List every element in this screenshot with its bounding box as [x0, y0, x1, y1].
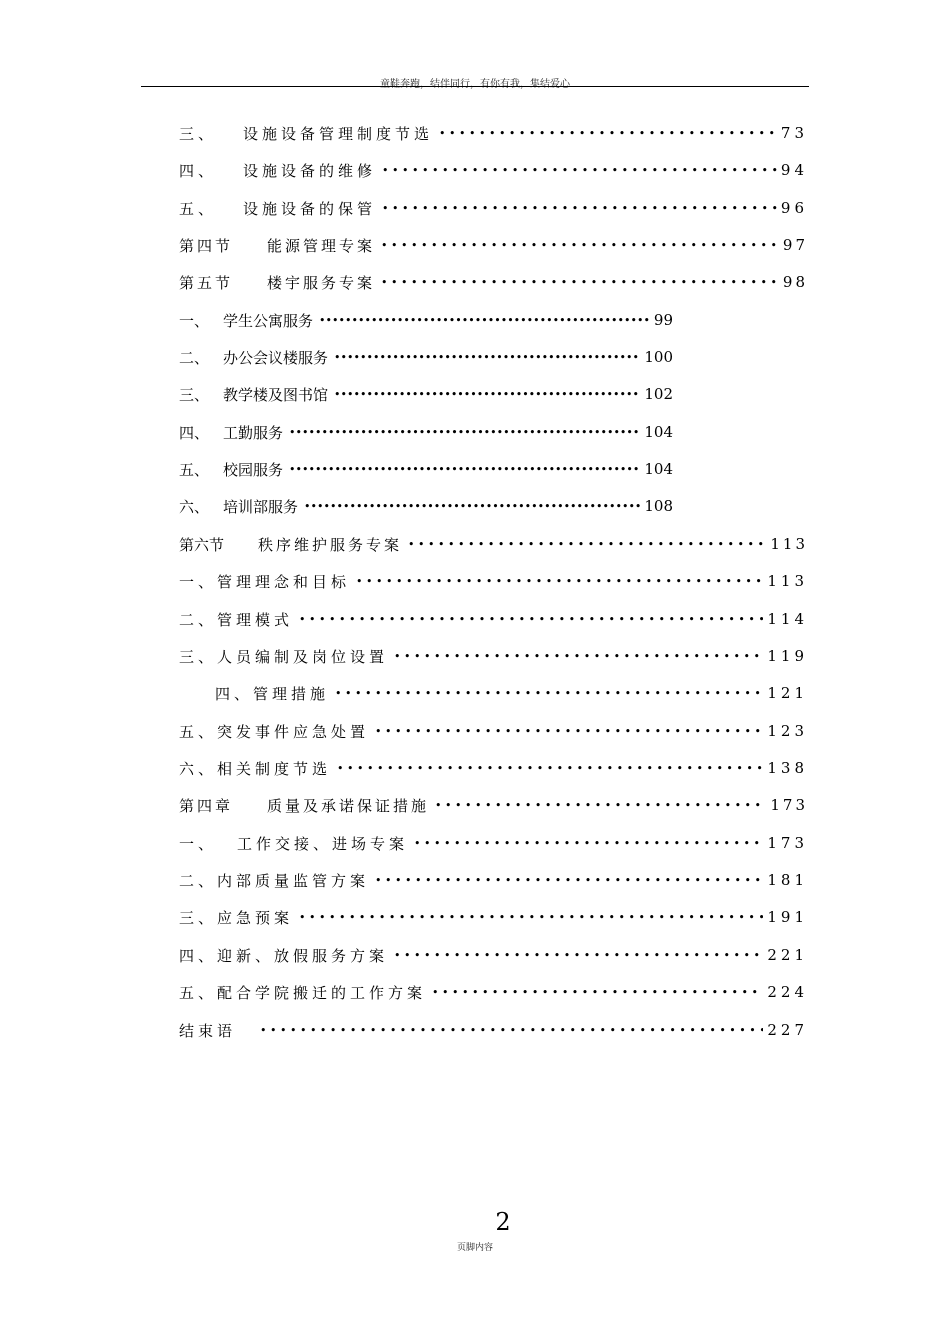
- toc-entry-page: 99: [653, 311, 673, 329]
- toc-entry[interactable]: [179, 569, 808, 593]
- toc-entry-title: 办公会议楼服务: [223, 348, 329, 367]
- toc-entry[interactable]: [179, 308, 673, 332]
- toc-entry-lead: 四、: [179, 161, 218, 180]
- toc-leader-dots: [382, 164, 777, 177]
- toc-entry[interactable]: [179, 980, 808, 1004]
- toc-entry-title: 五、突发事件应急处置: [179, 722, 370, 741]
- toc-entry-page: 173: [770, 796, 808, 814]
- toc-entry[interactable]: [179, 532, 808, 556]
- toc-entry-page: 97: [782, 236, 808, 254]
- toc-entry-lead: 一、: [179, 834, 218, 853]
- toc-leader-dots: [335, 687, 763, 700]
- toc-entry-title: 质量及承诺保证措施: [267, 796, 430, 815]
- toc-entry[interactable]: [179, 494, 673, 518]
- toc-leader-dots: [356, 575, 763, 588]
- toc-entry-lead: 一、: [179, 311, 210, 330]
- toc-leader-dots: [394, 650, 763, 663]
- toc-leader-dots: [408, 538, 766, 551]
- toc-entry[interactable]: [179, 196, 808, 220]
- page-number: 2: [495, 1208, 511, 1236]
- toc-entry[interactable]: [179, 793, 808, 817]
- toc-entry-page: 114: [767, 610, 808, 628]
- toc-entry-page: 121: [767, 684, 808, 702]
- toc-entry-page: 104: [644, 460, 673, 478]
- toc-entry-title: 设施设备的维修: [243, 161, 377, 180]
- toc-entry-title: 能源管理专案: [267, 236, 376, 255]
- toc-leader-dots: [334, 351, 640, 364]
- toc-entry-page: 123: [767, 722, 808, 740]
- toc-entry[interactable]: [215, 681, 808, 705]
- toc-leader-dots: [381, 276, 779, 289]
- toc-entry-page: 181: [767, 871, 808, 889]
- toc-entry-lead: 四、: [179, 423, 210, 442]
- toc-entry-lead: 结束语: [179, 1021, 237, 1040]
- header-rule: [141, 86, 809, 87]
- toc-entry[interactable]: [179, 607, 808, 631]
- toc-entry-page: 221: [767, 946, 808, 964]
- toc-entry-page: 108: [644, 497, 673, 515]
- toc-entry-page: 119: [767, 647, 808, 665]
- toc-entry-page: 173: [767, 834, 808, 852]
- toc-entry-page: 113: [770, 535, 808, 553]
- toc-entry-title: 二、管理模式: [179, 610, 294, 629]
- toc-entry-lead: 六、: [179, 497, 210, 516]
- toc-entry-page: 94: [780, 161, 808, 179]
- toc-entry[interactable]: [179, 831, 808, 855]
- toc-entry[interactable]: [179, 233, 808, 257]
- page-footer: 页脚内容: [456, 1243, 493, 1253]
- toc-entry-title: 楼宇服务专案: [267, 273, 376, 292]
- toc-leader-dots: [381, 239, 779, 252]
- toc-leader-dots: [299, 911, 763, 924]
- toc-entry[interactable]: [179, 158, 808, 182]
- toc-entry-lead: 二、: [179, 348, 210, 367]
- toc-entry-title: 三、应急预案: [179, 908, 294, 927]
- toc-entry-lead: 三、: [179, 385, 210, 404]
- toc-entry-page: 138: [767, 759, 808, 777]
- toc-entry[interactable]: [179, 868, 808, 892]
- toc-leader-dots: [319, 314, 650, 327]
- toc-leader-dots: [439, 127, 777, 140]
- toc-entry-page: 102: [644, 385, 673, 403]
- toc-entry[interactable]: [179, 121, 808, 145]
- toc-entry-page: 96: [780, 199, 808, 217]
- page-header: 童鞋奔跑，结伴同行，有你有我，集结爱心: [380, 79, 570, 90]
- toc-entry[interactable]: [179, 382, 673, 406]
- toc-entry-page: 98: [782, 273, 808, 291]
- toc-entry-title: 一、管理理念和目标: [179, 572, 351, 591]
- toc-entry[interactable]: [179, 905, 808, 929]
- toc-entry[interactable]: [179, 270, 808, 294]
- toc-entry-title: 培训部服务: [223, 497, 299, 516]
- toc-entry-lead: 第四章: [179, 796, 234, 815]
- toc-leader-dots: [337, 762, 763, 775]
- toc-entry-page: 227: [767, 1021, 808, 1039]
- toc-leader-dots: [260, 1024, 763, 1037]
- toc-entry-title: 工作交接、进场专案: [237, 834, 409, 853]
- toc-leader-dots: [435, 799, 766, 812]
- toc-leader-dots: [304, 500, 640, 513]
- toc-entry-lead: 五、: [179, 199, 218, 218]
- toc-entry[interactable]: [179, 943, 808, 967]
- toc-entry[interactable]: [179, 345, 673, 369]
- toc-entry-title: 校园服务: [223, 460, 284, 479]
- toc-entry-page: 100: [644, 348, 673, 366]
- toc-leader-dots: [382, 202, 777, 215]
- toc-entry-title: 工勤服务: [223, 423, 284, 442]
- toc-entry[interactable]: [179, 420, 673, 444]
- toc-entry-title: 设施设备的保管: [243, 199, 377, 218]
- toc-leader-dots: [289, 463, 640, 476]
- toc-entry[interactable]: [179, 644, 808, 668]
- toc-leader-dots: [414, 837, 763, 850]
- toc-entry-page: 73: [780, 124, 808, 142]
- toc-entry-title: 学生公寓服务: [223, 311, 314, 330]
- toc-leader-dots: [299, 613, 763, 626]
- toc-entry-lead: 五、: [179, 460, 210, 479]
- toc-entry-title: 秩序维护服务专案: [258, 535, 403, 554]
- toc-entry-page: 224: [767, 983, 808, 1001]
- toc-entry-lead: 第六节: [179, 535, 225, 554]
- toc-entry-lead: 三、: [179, 124, 218, 143]
- toc-entry-page: 191: [767, 908, 808, 926]
- toc-entry-title: 教学楼及图书馆: [223, 385, 329, 404]
- toc-entry[interactable]: [179, 1018, 808, 1042]
- toc-entry[interactable]: [179, 756, 808, 780]
- toc-leader-dots: [432, 986, 763, 999]
- toc-entry-title: 三、人员编制及岗位设置: [179, 647, 389, 666]
- toc-entry-title: 五、配合学院搬迁的工作方案: [179, 983, 427, 1002]
- toc-entry-lead: 第五节: [179, 273, 234, 292]
- toc-entry-title: 二、内部质量监管方案: [179, 871, 370, 890]
- toc-entry-title: 六、相关制度节选: [179, 759, 332, 778]
- toc-entry-page: 113: [767, 572, 808, 590]
- toc-leader-dots: [375, 874, 763, 887]
- toc-leader-dots: [375, 725, 763, 738]
- toc-leader-dots: [334, 388, 640, 401]
- toc-entry[interactable]: [179, 719, 808, 743]
- toc-entry-page: 104: [644, 423, 673, 441]
- toc-entry-lead: 第四节: [179, 236, 234, 255]
- toc-entry-title: 设施设备管理制度节选: [243, 124, 434, 143]
- toc-entry-title: 四、管理措施: [215, 684, 330, 703]
- toc-entry-title: 四、迎新、放假服务方案: [179, 946, 389, 965]
- toc-leader-dots: [394, 949, 763, 962]
- toc-entry[interactable]: [179, 457, 673, 481]
- toc-leader-dots: [289, 426, 640, 439]
